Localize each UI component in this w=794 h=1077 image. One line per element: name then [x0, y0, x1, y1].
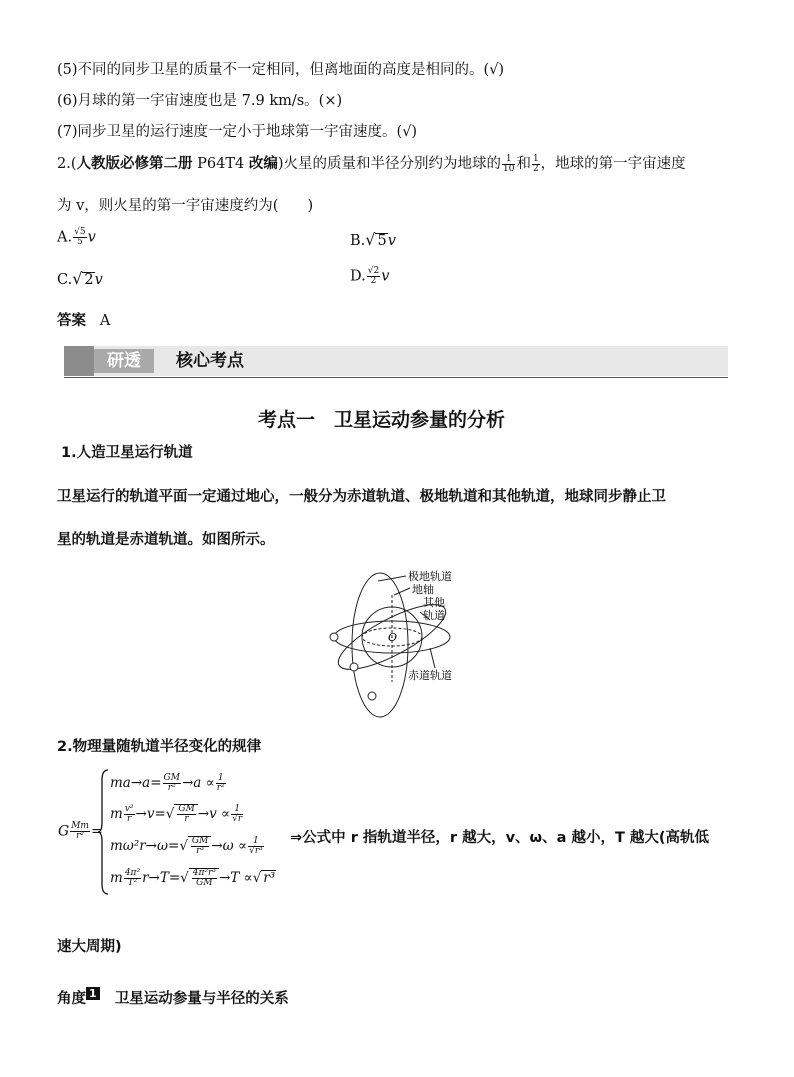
row-frac	[248, 837, 264, 856]
question-2-line2: 为 v，则火星的第一宇宙速度约为( )	[57, 198, 314, 214]
frac-den: r³	[196, 846, 205, 856]
formula-lhs	[58, 822, 103, 841]
frac-num: 4π²r³	[192, 868, 216, 878]
frac-den: T²	[127, 878, 138, 888]
row-sqrt	[188, 836, 211, 856]
sqrt-symbol: √	[72, 269, 83, 288]
answer-value: A	[99, 313, 111, 329]
row-text: →T ∝	[218, 870, 253, 886]
row-text: →v=	[135, 806, 166, 822]
fraction-radius	[532, 155, 540, 174]
option-var: v	[387, 233, 396, 249]
sqrt-symbol: √	[179, 838, 188, 854]
row-frac	[231, 805, 243, 824]
question-text-a: )火星的质量和半径分别约为地球的	[277, 156, 501, 172]
formula-row-3	[110, 836, 265, 856]
satellite-equatorial	[330, 633, 338, 641]
lhs-frac	[70, 822, 90, 841]
option-label: C.	[57, 272, 73, 288]
frac-den: 2	[370, 276, 377, 286]
pointer-equator	[430, 648, 435, 668]
fraction-mass	[502, 155, 515, 174]
sqrt-radicand: 5	[377, 233, 387, 249]
row-text: ma→a=	[110, 775, 162, 791]
orbit-diagram	[320, 560, 470, 720]
formula-row-1	[110, 774, 227, 793]
row-frac	[177, 805, 195, 824]
lhs-g: G	[58, 823, 70, 840]
satellite-polar	[368, 692, 376, 700]
frac-num: v²	[124, 804, 134, 814]
banner-tag: 研透	[94, 349, 154, 373]
question-text-b: ，地球的第一宇宙速度	[540, 156, 686, 172]
option-d	[350, 267, 389, 286]
question-adapt: 改编	[248, 156, 278, 172]
label-equatorial-orbit: 赤道轨道	[408, 669, 452, 682]
frac-den: r²	[216, 783, 225, 793]
row-frac	[124, 869, 141, 888]
option-var: v	[87, 229, 96, 246]
option-a	[57, 228, 96, 247]
part1-paragraph-line1: 卫星运行的轨道平面一定通过地心，一般分为赤道轨道、极地轨道和其他轨道，地球同步静止卫	[57, 489, 666, 505]
formula-brace	[98, 768, 110, 896]
pointer-axis	[394, 588, 410, 595]
row-text: →a ∝	[181, 775, 215, 791]
sqrt-symbol: √	[180, 870, 189, 886]
row-radicand: r³	[263, 870, 276, 886]
row-frac	[163, 774, 181, 793]
label-axis: 地轴	[412, 583, 434, 596]
banner-rule	[64, 377, 728, 378]
polar-orbit	[352, 573, 408, 717]
banner-title: 核心考点	[176, 351, 244, 371]
angle-heading	[57, 987, 289, 1008]
row-sqrt	[174, 804, 197, 824]
formula-conclusion: ⇒公式中 r 指轨道半径，r 越大，v、ω、a 越小，T 越大(高轨低	[290, 830, 710, 846]
frac-num: GM	[163, 773, 180, 783]
angle-number: 1	[86, 987, 100, 1000]
question-and: 和	[516, 156, 531, 172]
question-number: 2.(	[57, 156, 77, 172]
row-frac	[192, 869, 217, 888]
option-c	[57, 269, 103, 288]
option-b	[350, 230, 396, 249]
question-2-line1	[57, 152, 686, 174]
row-text: r→T=	[142, 870, 181, 886]
row-text: m	[110, 870, 123, 886]
sqrt-symbol: √	[365, 230, 376, 249]
row-text: →ω ∝	[211, 838, 248, 854]
section-title: 考点一 卫星运动参量的分析	[258, 409, 506, 431]
frac-den: 10	[502, 163, 515, 174]
frac-num: 1	[248, 837, 264, 847]
part2-heading: 2.物理量随轨道半径变化的规律	[57, 739, 262, 755]
item-5: (5)不同的同步卫星的质量不一定相同，但离地面的高度是相同的。(√)	[57, 62, 505, 78]
option-a-frac	[73, 228, 86, 247]
label-polar-orbit: 极地轨道	[408, 570, 452, 583]
frac-den: r²	[76, 831, 85, 841]
banner-accent	[64, 346, 94, 376]
option-var: v	[94, 272, 103, 288]
section-banner	[64, 346, 728, 378]
item-6: (6)月球的第一宇宙速度也是 7.9 km/s。(×)	[57, 93, 343, 109]
part1-heading: 1.人造卫星运行轨道	[61, 445, 193, 461]
row-text: m	[110, 806, 123, 822]
brace-path	[98, 770, 108, 894]
frac-den: r	[127, 814, 132, 824]
row-frac	[191, 837, 209, 856]
sqrt-symbol: √	[252, 870, 262, 886]
label-other-2: 轨道	[423, 609, 445, 622]
answer	[57, 309, 110, 330]
frac-den: √r³	[249, 846, 263, 856]
frac-den: r²	[167, 783, 176, 793]
frac-num: 4π²	[124, 868, 141, 878]
option-label: A.	[57, 229, 73, 246]
frac-den: 2	[532, 163, 539, 174]
option-label: D.	[350, 268, 366, 285]
label-other-1: 其他	[423, 596, 445, 609]
row-frac	[124, 805, 135, 824]
question-source: 人教版必修第二册	[76, 156, 193, 172]
frac-num: √5	[74, 227, 86, 237]
part1-paragraph-line2: 星的轨道是赤道轨道。如图所示。	[57, 532, 275, 548]
answer-label: 答案	[57, 313, 86, 329]
banner-background	[64, 346, 728, 376]
formula-block	[58, 768, 738, 898]
sqrt-radicand: 2	[84, 272, 94, 288]
frac-num: √2	[367, 266, 380, 276]
row-text: mω²r→ω=	[110, 838, 180, 854]
option-var: v	[381, 268, 390, 285]
option-d-frac	[367, 267, 380, 286]
frac-num: 1	[216, 774, 226, 784]
row-text: →v ∝	[197, 806, 231, 822]
frac-num: 1	[231, 805, 243, 815]
frac-den: r	[184, 814, 189, 824]
item-7: (7)同步卫星的运行速度一定小于地球第一宇宙速度。(√)	[57, 124, 418, 140]
lhs-eq: =	[90, 823, 103, 840]
question-ref: P64T4	[192, 156, 249, 172]
label-center: O	[388, 631, 398, 644]
row-frac	[216, 774, 226, 793]
satellite-other	[350, 663, 358, 671]
angle-label: 角度	[57, 991, 86, 1007]
sqrt-symbol: √	[165, 806, 175, 822]
frac-num: 1	[532, 153, 539, 164]
frac-den: 5	[76, 237, 83, 247]
formula-row-2	[110, 804, 244, 824]
frac-num: GM	[178, 804, 195, 814]
formula-row-4	[110, 868, 276, 888]
angle-title: 卫星运动参量与半径的关系	[114, 991, 289, 1007]
formula-conclusion-2: 速大周期)	[57, 939, 122, 955]
frac-num: 1	[502, 155, 515, 165]
row-sqrt	[189, 868, 219, 888]
frac-num: GM	[191, 836, 209, 846]
option-label: B.	[350, 233, 366, 249]
frac-num: Mm	[71, 821, 89, 831]
frac-den: √r	[232, 814, 243, 824]
frac-den: GM	[196, 878, 213, 888]
